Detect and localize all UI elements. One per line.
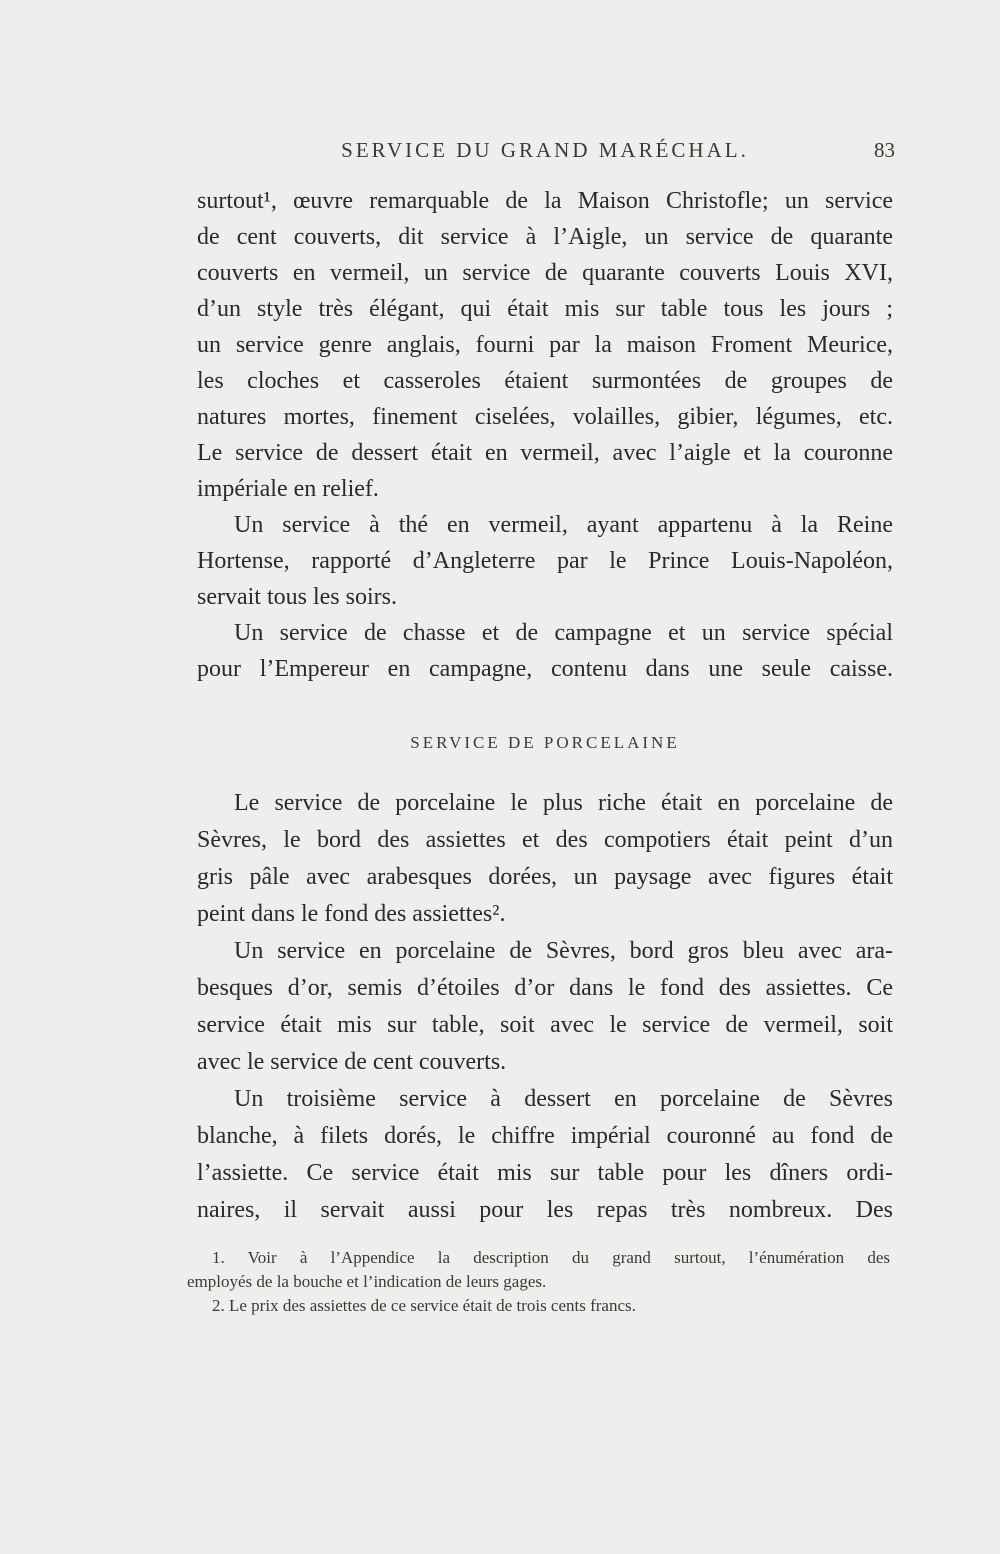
text-line: l’assiette. Ce service était mis sur table pour les dîners ordi- [197,1160,893,1186]
section-heading: SERVICE DE PORCELAINE [410,733,680,752]
text-line: couverts en vermeil, un service de quarante couverts Louis XVI, [197,260,893,286]
text-line: Hortense, rapporté d’Angleterre par le Prince Louis-Napoléon, [197,548,893,574]
text-line: peint dans le fond des assiettes². [197,901,506,927]
text-line: de cent couverts, dit service à l’Aigle, un service de quarante [197,224,893,250]
text-line: natures mortes, finement ciselées, volailles, gibier, légumes, etc. [197,404,893,430]
footnote-1: 1. Voir à l’Appendice la description du grand surtout, l’énumération des [212,1248,890,1267]
running-title: SERVICE DU GRAND MARÉCHAL. [341,138,749,162]
text-line: Un service en porcelaine de Sèvres, bord gros bleu avec ara- [234,938,893,964]
text-line: impériale en relief. [197,476,379,502]
text-line: gris pâle avec arabesques dorées, un paysage avec figures était [197,864,893,890]
page-number: 83 [874,138,895,162]
text-line: blanche, à filets dorés, le chiffre impérial couronné au fond de [197,1123,893,1149]
text-line: Un service de chasse et de campagne et un service spécial [234,620,893,646]
text-line: surtout¹, œuvre remarquable de la Maison Christofle; un service [197,188,893,214]
running-head [195,138,895,168]
footnote-2: 2. Le prix des assiettes de ce service était de trois cents francs. [212,1296,636,1315]
text-line: besques d’or, semis d’étoiles d’or dans le fond des assiettes. Ce [197,975,893,1001]
text-line: avec le service de cent couverts. [197,1049,507,1075]
text-line: servait tous les soirs. [197,584,397,610]
text-line: d’un style très élégant, qui était mis sur table tous les jours ; [197,296,893,322]
text-line: Le service de porcelaine le plus riche était en porcelaine de [234,790,893,816]
text-line: Le service de dessert était en vermeil, avec l’aigle et la couronne [197,440,893,466]
text-line: les cloches et casseroles étaient surmontées de groupes de [197,368,893,394]
text-line: naires, il servait aussi pour les repas très nombreux. Des [197,1197,893,1223]
text-line: Un service à thé en vermeil, ayant appartenu à la Reine [234,512,893,538]
text-line: service était mis sur table, soit avec le service de vermeil, soit [197,1012,893,1038]
text-line: un service genre anglais, fourni par la maison Froment Meurice, [197,332,893,358]
text-line: pour l’Empereur en campagne, contenu dans une seule caisse. [197,656,893,682]
text-line: Sèvres, le bord des assiettes et des compotiers était peint d’un [197,827,893,853]
text-line: Un troisième service à dessert en porcelaine de Sèvres [234,1086,893,1112]
footnote-1-continued: employés de la bouche et l’indication de leurs gages. [187,1272,547,1291]
